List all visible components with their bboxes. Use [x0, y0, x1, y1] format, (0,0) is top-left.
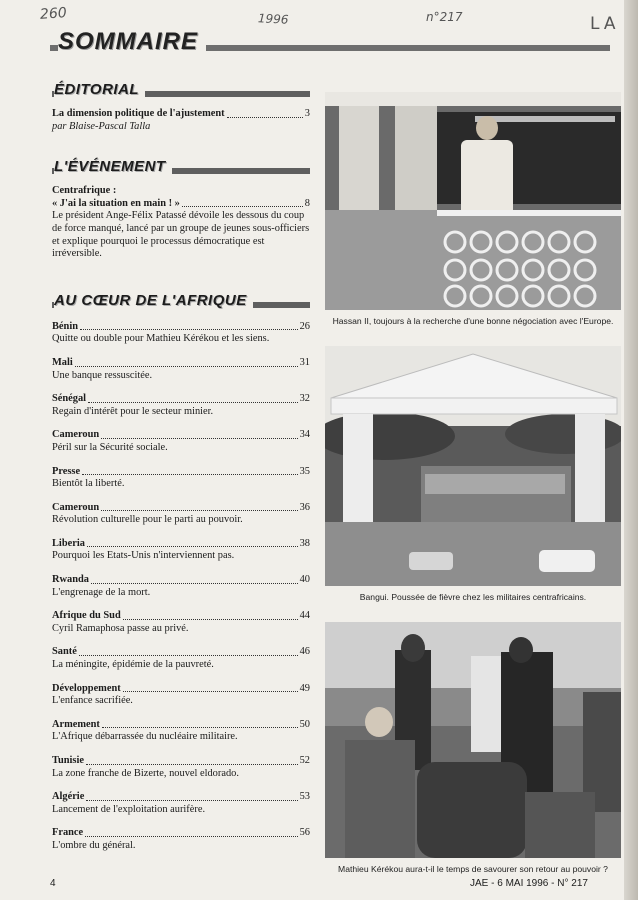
entry-label: Algérie	[52, 791, 85, 803]
entry-label: Sénégal	[52, 393, 87, 405]
entry-description: Regain d'intérêt pour le secteur minier.	[52, 405, 214, 417]
entry-description: La méningite, épidémie de la pauvreté.	[52, 659, 214, 671]
handwritten-note: 1996	[257, 11, 289, 27]
handwritten-note: n°217	[426, 10, 463, 24]
entry-label: Presse	[52, 465, 81, 477]
entry-page: 32	[299, 393, 310, 405]
entry-label: France	[52, 827, 84, 839]
section-title: AU CŒUR DE L'AFRIQUE	[54, 292, 253, 309]
entry-label: « J'ai la situation en main ! »	[52, 197, 180, 209]
entry-label: Afrique du Sud	[52, 610, 121, 622]
photo-hassan	[325, 92, 621, 310]
toc-entry[interactable]	[52, 827, 310, 852]
toc-entry[interactable]	[52, 466, 310, 491]
table-of-contents	[52, 76, 310, 864]
entry-label: La dimension politique de l'ajustement	[52, 108, 225, 119]
entry-page: 38	[299, 537, 310, 549]
toc-list	[52, 321, 310, 853]
entry-label: Bénin	[52, 320, 78, 332]
photo-caption: Hassan II, toujours à la recherche d'une bonne négociation avec l'Europe.	[332, 316, 614, 326]
page-edge	[624, 0, 638, 900]
entry-label: Mali	[52, 356, 73, 368]
section-title: L'ÉVÉNEMENT	[54, 158, 172, 175]
photo-column	[325, 92, 621, 874]
toc-entry[interactable]	[52, 321, 310, 346]
toc-entry[interactable]	[52, 393, 310, 418]
toc-entry[interactable]	[52, 683, 310, 708]
entry-label: Armement	[52, 718, 100, 730]
entry-page: 36	[299, 501, 310, 513]
handwritten-note: 260	[39, 5, 68, 23]
photo-bangui	[325, 346, 621, 586]
photo-image	[325, 346, 621, 586]
entry-label: Développement	[52, 682, 121, 694]
entry-description: Lancement de l'exploitation aurifère.	[52, 803, 206, 815]
entry-description: L'Afrique débarrassée du nucléaire militaire.	[52, 731, 238, 743]
entry-description: L'ombre du général.	[52, 839, 136, 851]
entry-page: 35	[299, 465, 310, 477]
entry-label: Cameroun	[52, 429, 100, 441]
entry-description: L'engrenage de la mort.	[52, 586, 151, 598]
entry-description: L'enfance sacrifiée.	[52, 695, 133, 707]
entry-page: 56	[299, 827, 310, 839]
entry-page: 3	[304, 108, 310, 119]
entry-description: Péril sur la Sécurité sociale.	[52, 441, 168, 453]
section-header	[52, 153, 310, 175]
entry-page: 49	[299, 682, 310, 694]
entry-description: La zone franche de Bizerte, nouvel eldorado.	[52, 767, 239, 779]
toc-entry[interactable]	[52, 646, 310, 671]
photo-caption: Mathieu Kérékou aura-t-il le temps de savourer son retour au pouvoir ?	[338, 864, 608, 874]
toc-entry[interactable]	[52, 538, 310, 563]
toc-entry[interactable]	[52, 755, 310, 780]
entry-description: Pourquoi les Etats-Unis n'interviennent pas.	[52, 550, 235, 562]
entry-page: 44	[299, 610, 310, 622]
entry-description: Une banque ressuscitée.	[52, 369, 153, 381]
toc-entry[interactable]	[52, 429, 310, 454]
entry-page: 26	[299, 320, 310, 332]
page-title: SOMMAIRE	[58, 28, 206, 56]
page-header	[50, 28, 610, 58]
entry-page: 53	[299, 791, 310, 803]
toc-entry[interactable]	[52, 357, 310, 382]
entry-description: Révolution culturelle pour le parti au pouvoir.	[52, 514, 243, 526]
entry-label: Centrafrique :	[52, 185, 117, 197]
entry-label: Liberia	[52, 537, 85, 549]
toc-entry[interactable]	[52, 108, 310, 133]
section-title: ÉDITORIAL	[54, 81, 145, 98]
entry-description: Le président Ange-Félix Patassé dévoile les dessous du coup de force manqué, lancé par un groupe de jeunes sous-officiers et explique pourquoi le processus démocratique est irréversible.	[52, 210, 310, 260]
entry-page: 31	[299, 356, 310, 368]
photo-image	[325, 622, 621, 858]
section-header	[52, 287, 310, 309]
toc-entry[interactable]	[52, 574, 310, 599]
page-number: 4	[50, 878, 56, 889]
photo-image	[325, 92, 621, 310]
entry-description: Quitte ou double pour Mathieu Kérékou et les siens.	[52, 333, 270, 345]
entry-page: 34	[299, 429, 310, 441]
handwritten-note: LA	[590, 14, 620, 34]
entry-page: 46	[299, 646, 310, 658]
section-header	[52, 76, 310, 98]
toc-entry[interactable]	[52, 719, 310, 744]
entry-page: 52	[299, 755, 310, 766]
entry-label: Cameroun	[52, 501, 100, 513]
entry-description: Cyril Ramaphosa passe au privé.	[52, 622, 189, 634]
toc-entry[interactable]	[52, 185, 310, 261]
toc-entry[interactable]	[52, 610, 310, 635]
photo-kerekou	[325, 622, 621, 858]
issue-info: JAE - 6 MAI 1996 - N° 217	[470, 878, 588, 889]
entry-author: par Blaise-Pascal Talla	[52, 120, 151, 132]
entry-page: 8	[304, 197, 310, 209]
toc-entry[interactable]	[52, 502, 310, 527]
entry-description: Bientôt la liberté.	[52, 478, 125, 490]
entry-label: Santé	[52, 646, 77, 658]
toc-entry[interactable]	[52, 791, 310, 816]
entry-page: 40	[299, 574, 310, 586]
entry-label: Rwanda	[52, 574, 89, 586]
entry-label: Tunisie	[52, 755, 84, 766]
entry-page: 50	[299, 718, 310, 730]
photo-caption: Bangui. Poussée de fièvre chez les militaires centrafricains.	[359, 592, 587, 602]
